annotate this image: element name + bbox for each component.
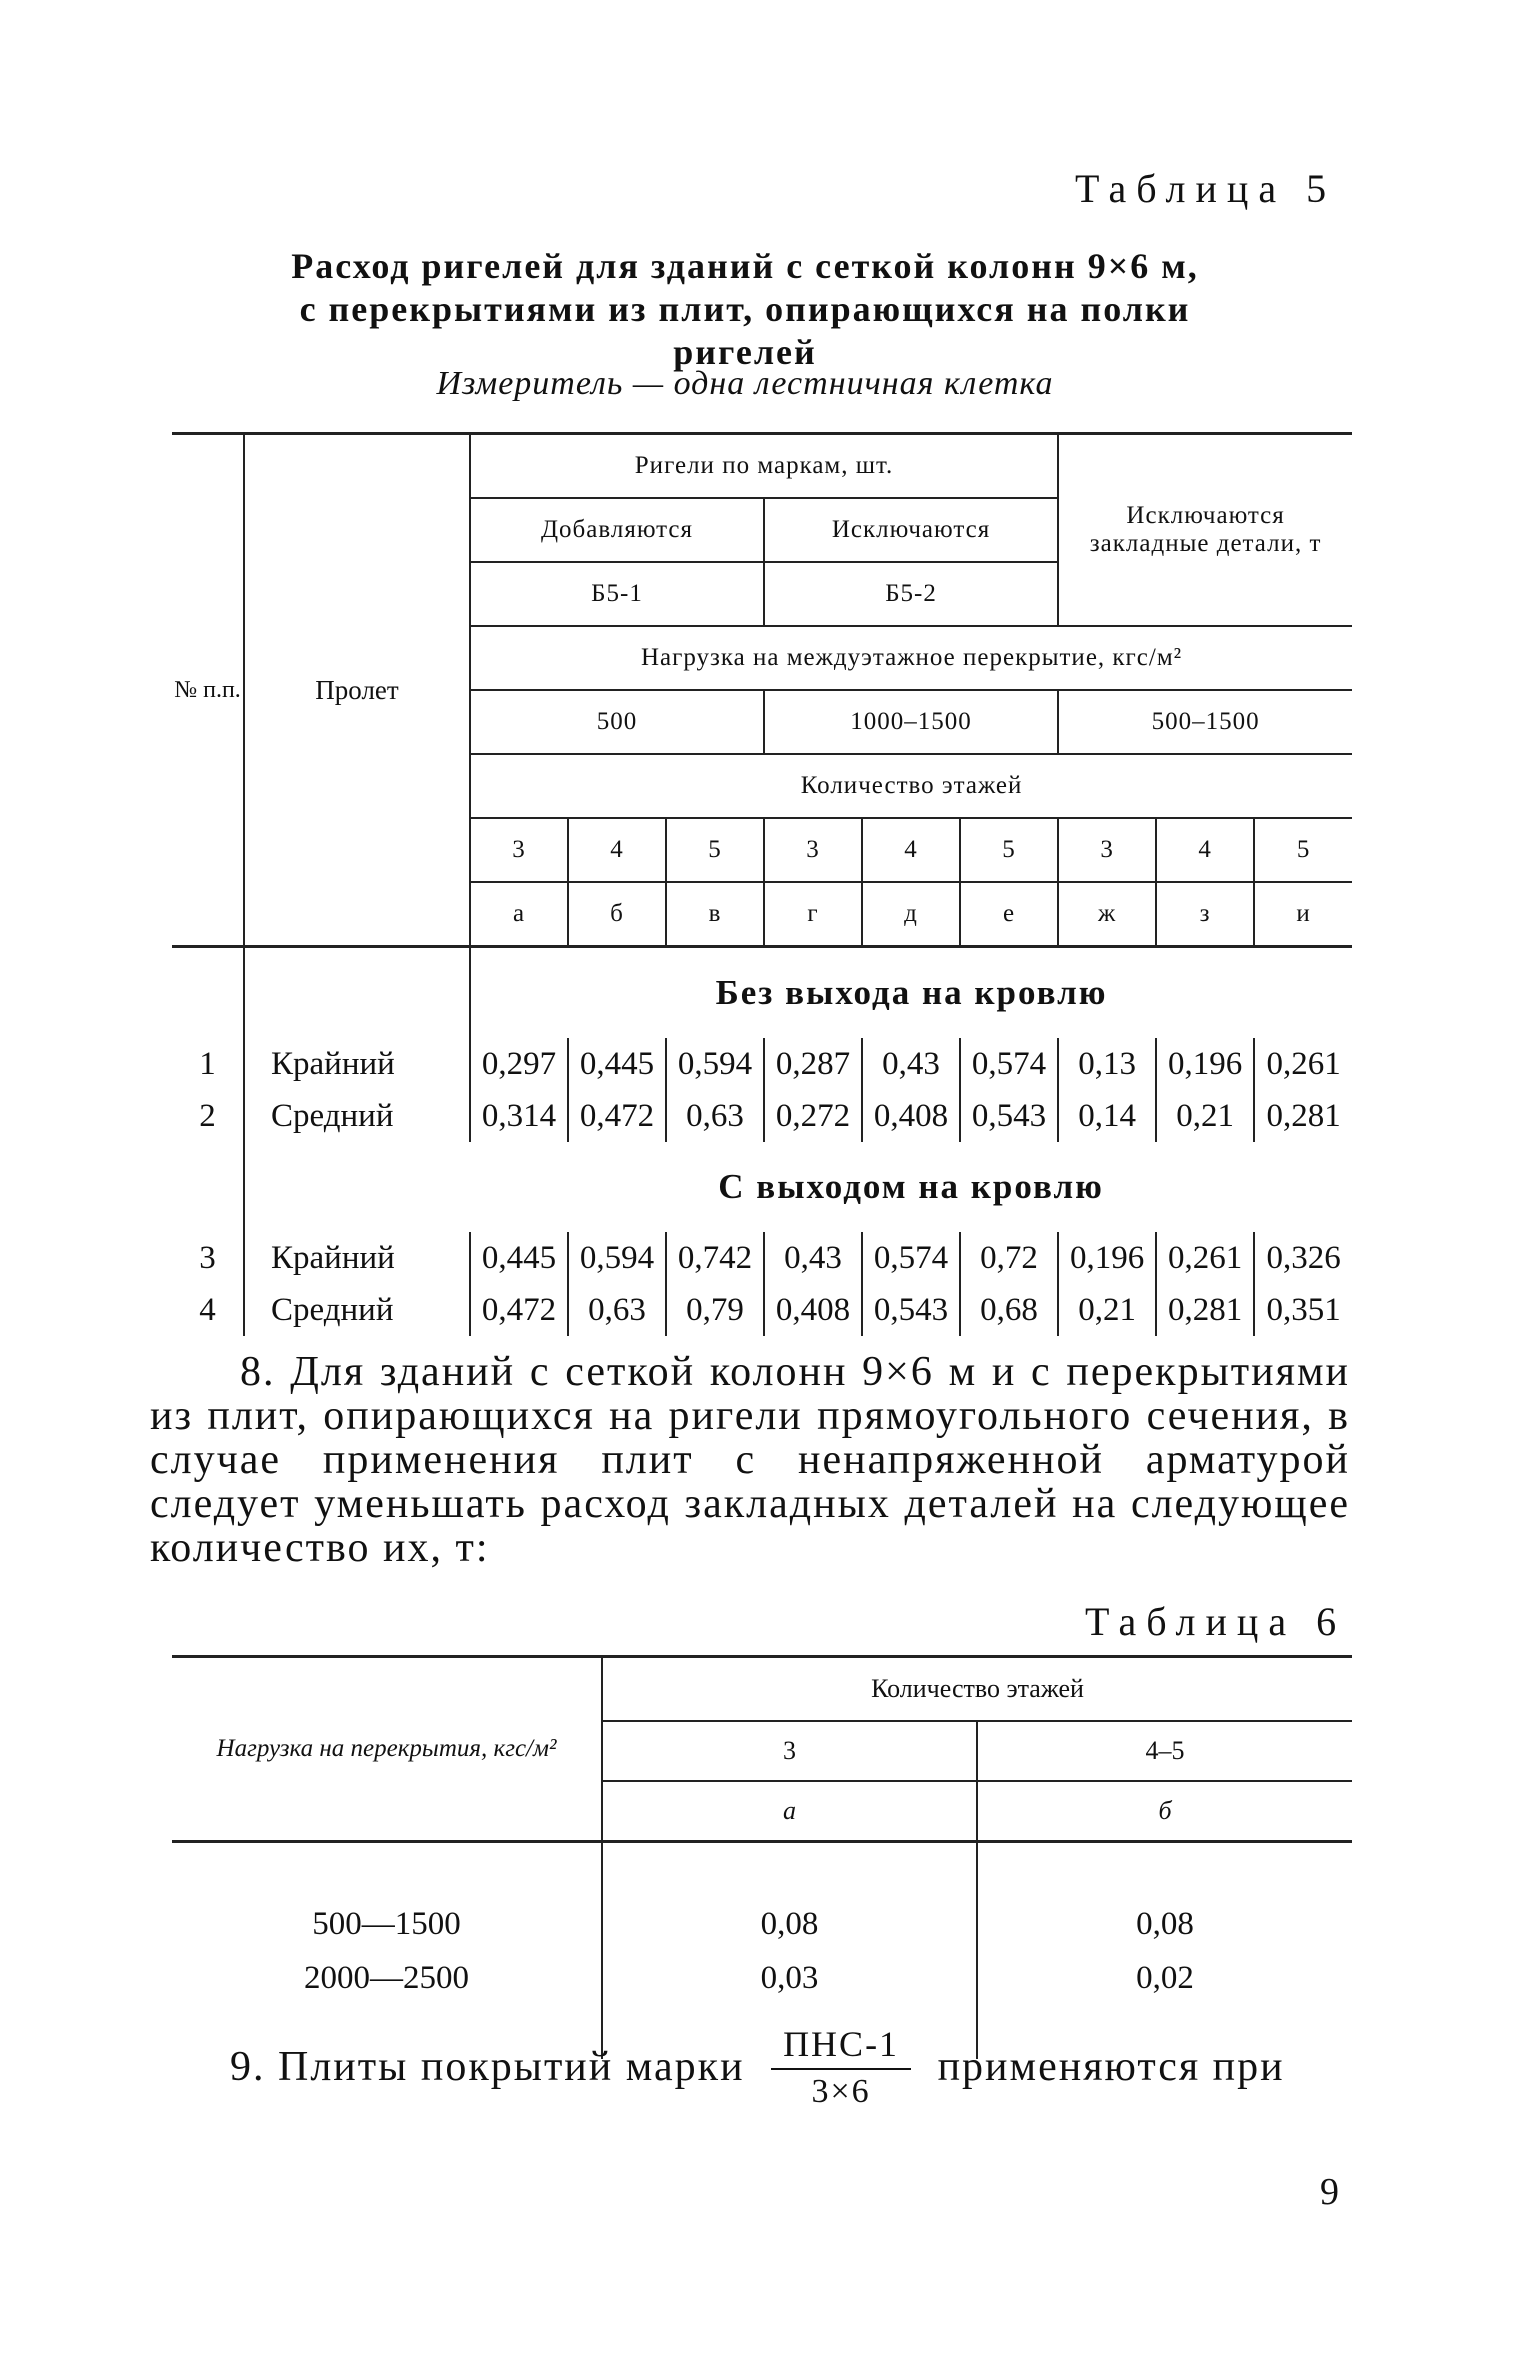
row-num: 1 [199, 1045, 216, 1082]
row-value: 0,261 [1254, 1038, 1352, 1090]
floor-number: 4 [568, 818, 666, 882]
row-span: Средний [244, 1284, 470, 1336]
row-value: 0,326 [1254, 1232, 1352, 1284]
table5-title-line: Расход ригелей для зданий с сеткой колонн 9×6 м, [291, 246, 1199, 286]
floor-number: 4 [1156, 818, 1254, 882]
table6 [172, 1655, 1352, 2059]
floor-number: 5 [960, 818, 1058, 882]
row-value: 0,79 [666, 1284, 764, 1336]
row-value: 0,63 [666, 1090, 764, 1142]
table-row [172, 1951, 1352, 2005]
row-value: 0,543 [960, 1090, 1058, 1142]
table-row [172, 1038, 1352, 1090]
row-value: 0,594 [666, 1038, 764, 1090]
row-value: 0,472 [470, 1284, 568, 1336]
table6-label: Таблица 6 [1085, 1599, 1347, 1644]
paragraph-8: 8. Для зданий с сеткой колонн 9×6 м и с перекрытиями из плит, опирающихся на ригели прямоугольного сечения, в случае применения плит с ненапряженной арматурой следует уменьшать расход закладных деталей на следующее количество их, т: [150, 1349, 1350, 1571]
row-value: 0,574 [960, 1038, 1058, 1090]
table5-title-line: ригелей [673, 332, 817, 373]
row-span: Крайний [244, 1232, 470, 1284]
header-load: Нагрузка на междуэтажное перекрытие, кгс/м² [470, 626, 1352, 690]
header-load: Нагрузка на перекрытия, кгс/м² [172, 1657, 602, 1842]
column-letter: и [1254, 882, 1352, 947]
column-letter: в [666, 882, 764, 947]
row-value: 0,08 [602, 1897, 977, 1951]
column-letter: ж [1058, 882, 1156, 947]
row-num: 3 [199, 1239, 216, 1276]
row-value: 0,43 [862, 1038, 960, 1090]
row-value: 0,281 [1254, 1090, 1352, 1142]
table-row [172, 1284, 1352, 1336]
fraction-denominator: 3×6 [811, 2073, 871, 2110]
row-value: 0,13 [1058, 1038, 1156, 1090]
header-load-group: 500 [470, 690, 764, 754]
floor-number: 4 [862, 818, 960, 882]
column-letter: б [977, 1781, 1352, 1842]
row-value: 0,297 [470, 1038, 568, 1090]
slab-mark-fraction [771, 2020, 911, 2114]
column-letter: е [960, 882, 1058, 947]
page-number: 9 [1320, 2171, 1339, 2213]
table5-label: Таблица 5 [1075, 166, 1337, 211]
header-excluded: Исключаются [764, 498, 1058, 562]
header-b52: Б5-2 [764, 562, 1058, 626]
floor-number: 3 [470, 818, 568, 882]
header-load-group: 500–1500 [1058, 690, 1352, 754]
row-load: 2000—2500 [304, 1959, 469, 1996]
row-value: 0,272 [764, 1090, 862, 1142]
floor-col: 3 [602, 1721, 977, 1781]
row-value: 0,21 [1058, 1284, 1156, 1336]
row-num: 2 [199, 1097, 216, 1134]
column-letter: а [602, 1781, 977, 1842]
header-added: Добавляются [470, 498, 764, 562]
row-value: 0,14 [1058, 1090, 1156, 1142]
row-value: 0,08 [977, 1897, 1352, 1951]
floor-col: 4–5 [977, 1721, 1352, 1781]
column-letter: а [470, 882, 568, 947]
header-embedded: Исключаются закладные детали, т [1058, 434, 1352, 627]
row-value: 0,02 [977, 1951, 1352, 2005]
column-letter: д [862, 882, 960, 947]
row-value: 0,72 [960, 1232, 1058, 1284]
row-num: 4 [199, 1291, 216, 1328]
header-b51: Б5-1 [470, 562, 764, 626]
table5-measure: Измеритель — одна лестничная клетка [436, 365, 1054, 402]
table-row [172, 1232, 1352, 1284]
row-span: Средний [244, 1090, 470, 1142]
floor-number: 3 [764, 818, 862, 882]
paragraph-9-end: применяются при [937, 2044, 1285, 2090]
row-load: 500—1500 [312, 1905, 461, 1942]
row-value: 0,314 [470, 1090, 568, 1142]
table-row [172, 1090, 1352, 1142]
row-value: 0,196 [1156, 1038, 1254, 1090]
row-value: 0,261 [1156, 1232, 1254, 1284]
header-rigels: Ригели по маркам, шт. [470, 434, 1058, 499]
row-value: 0,03 [602, 1951, 977, 2005]
floor-number: 5 [1254, 818, 1352, 882]
row-value: 0,408 [764, 1284, 862, 1336]
row-value: 0,287 [764, 1038, 862, 1090]
row-value: 0,68 [960, 1284, 1058, 1336]
row-value: 0,43 [764, 1232, 862, 1284]
header-floors: Количество этажей [470, 754, 1352, 818]
paragraph-9-start: 9. Плиты покрытий марки [230, 2044, 745, 2090]
section-title: С выходом на кровлю [718, 1167, 1104, 1206]
header-span: Пролет [244, 434, 470, 947]
section-title: Без выхода на кровлю [470, 947, 1352, 1039]
row-value: 0,445 [568, 1038, 666, 1090]
row-span: Крайний [244, 1038, 470, 1090]
row-value: 0,472 [568, 1090, 666, 1142]
header-floors: Количество этажей [602, 1657, 1352, 1722]
row-value: 0,21 [1156, 1090, 1254, 1142]
row-value: 0,281 [1156, 1284, 1254, 1336]
table5-title [180, 245, 1310, 375]
row-value: 0,543 [862, 1284, 960, 1336]
table5 [172, 432, 1352, 1336]
column-letter: з [1156, 882, 1254, 947]
row-value: 0,594 [568, 1232, 666, 1284]
floor-number: 3 [1058, 818, 1156, 882]
header-num: № п.п. [172, 434, 244, 947]
row-value: 0,408 [862, 1090, 960, 1142]
row-value: 0,351 [1254, 1284, 1352, 1336]
row-value: 0,574 [862, 1232, 960, 1284]
row-value: 0,445 [470, 1232, 568, 1284]
floor-number: 5 [666, 818, 764, 882]
column-letter: б [568, 882, 666, 947]
header-load-group: 1000–1500 [764, 690, 1058, 754]
column-letter: г [764, 882, 862, 947]
table5-title-line: с перекрытиями из плит, опирающихся на полки [299, 289, 1191, 330]
row-value: 0,742 [666, 1232, 764, 1284]
table-row [172, 1897, 1352, 1951]
paragraph-9 [230, 2020, 1285, 2114]
row-value: 0,196 [1058, 1232, 1156, 1284]
fraction-numerator: ПНС-1 [771, 2020, 911, 2070]
row-value: 0,63 [568, 1284, 666, 1336]
